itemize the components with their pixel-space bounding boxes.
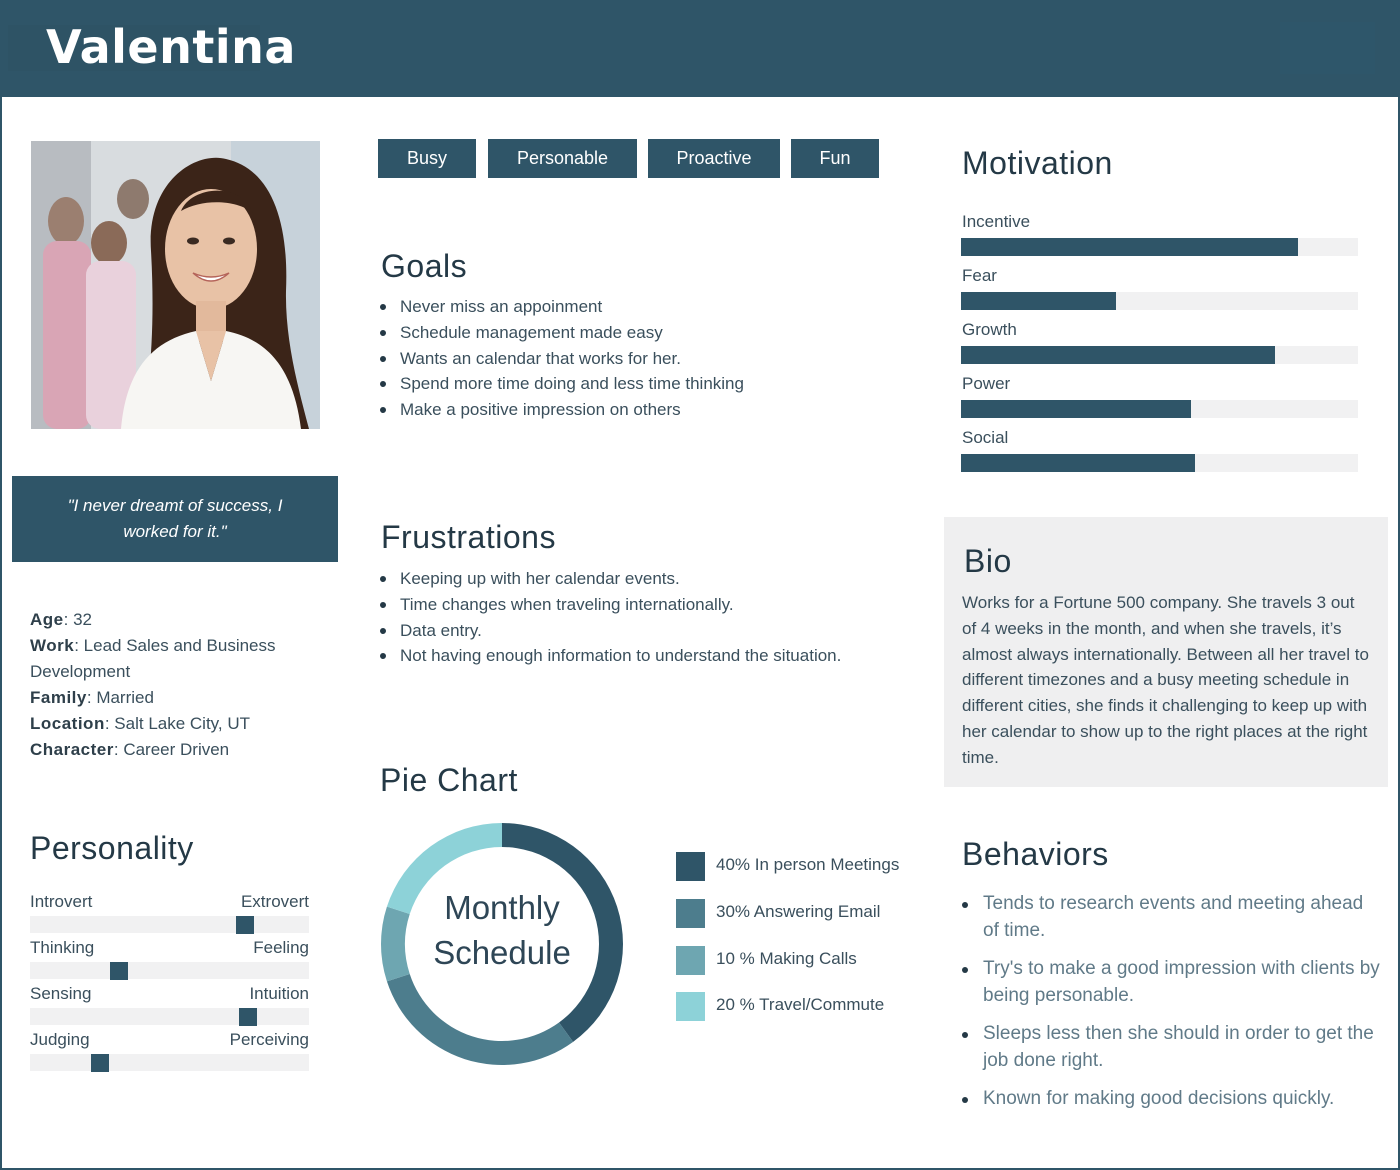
motivation-title: Motivation xyxy=(962,145,1113,181)
list-item: Time changes when traveling internationally. xyxy=(380,592,841,618)
list-item: Sleeps less then she should in order to get the job done right. xyxy=(962,1020,1382,1074)
persona-name: Valentina xyxy=(46,20,296,74)
motivation-label: Growth xyxy=(962,320,1017,339)
list-item: Data entry. xyxy=(380,618,841,644)
motivation-bar-growth xyxy=(961,320,1358,374)
fact-key: Location xyxy=(30,714,105,733)
fact-value: Married xyxy=(96,688,154,707)
legend-swatch xyxy=(676,852,705,881)
persona-facts xyxy=(30,607,320,763)
behaviors-title: Behaviors xyxy=(962,836,1109,872)
fact-age: Age: 32 xyxy=(30,610,92,629)
legend-label: 10 % Making Calls xyxy=(716,949,857,968)
motivation-bar-incentive xyxy=(961,212,1358,266)
trait-right-label: Feeling xyxy=(253,938,309,957)
trait-right-label: Extrovert xyxy=(240,892,309,911)
tag-proactive: Proactive xyxy=(648,139,780,178)
trait-left-label: Introvert xyxy=(30,892,93,911)
personality-slider-judging-perceiving xyxy=(30,1030,309,1076)
fact-value: Career Driven xyxy=(123,740,230,759)
goals-title: Goals xyxy=(381,248,468,284)
pie-center-label xyxy=(380,885,624,975)
list-item: Never miss an appoinment xyxy=(380,294,744,320)
persona-quote: "I never dreamt of success, I worked for it." xyxy=(12,476,338,562)
motivation-bar-social xyxy=(961,428,1358,482)
goals-list xyxy=(380,294,744,423)
list-item: Keeping up with her calendar events. xyxy=(380,566,841,592)
motivation-bar-power xyxy=(961,374,1358,428)
personality-slider-thinking-feeling xyxy=(30,938,309,984)
trait-knob[interactable] xyxy=(110,962,128,980)
fact-value: Lead Sales and Business Development xyxy=(30,636,276,681)
trait-knob[interactable] xyxy=(91,1054,109,1072)
header-action-button[interactable] xyxy=(1280,22,1375,74)
fact-character: Character: Career Driven xyxy=(30,740,230,759)
pie-center-line-2: Schedule xyxy=(433,934,571,971)
fact-key: Age xyxy=(30,610,64,629)
fact-value: Salt Lake City, UT xyxy=(114,714,251,733)
motivation-fill xyxy=(961,292,1116,310)
trait-left-label: Judging xyxy=(30,1030,90,1049)
trait-left-label: Sensing xyxy=(30,984,92,1003)
motivation-label: Power xyxy=(962,374,1011,393)
legend-label: 40% In person Meetings xyxy=(716,855,900,874)
pie-center-line-1: Monthly xyxy=(444,889,560,926)
pie-chart-title: Pie Chart xyxy=(380,762,518,798)
legend-swatch xyxy=(676,899,705,928)
personality-title: Personality xyxy=(30,830,194,866)
fact-key: Family xyxy=(30,688,87,707)
behaviors-list xyxy=(962,890,1382,1123)
personality-slider-sensing-intuition xyxy=(30,984,309,1030)
fact-key: Character xyxy=(30,740,114,759)
trait-track xyxy=(30,1054,309,1071)
legend-swatch xyxy=(676,946,705,975)
legend-label: 20 % Travel/Commute xyxy=(716,995,885,1014)
list-item: Schedule management made easy xyxy=(380,320,744,346)
fact-key: Work xyxy=(30,636,75,655)
persona-photo xyxy=(31,141,320,429)
legend-swatch xyxy=(676,992,705,1021)
motivation-label: Incentive xyxy=(962,212,1031,231)
tag-busy: Busy xyxy=(378,139,476,178)
frustrations-title: Frustrations xyxy=(381,519,556,555)
trait-knob[interactable] xyxy=(236,916,254,934)
trait-right-label: Intuition xyxy=(249,984,309,1003)
list-item: Tends to research events and meeting ahead of time. xyxy=(962,890,1382,944)
list-item: Known for making good decisions quickly. xyxy=(962,1085,1382,1112)
fact-location: Location: Salt Lake City, UT xyxy=(30,714,251,733)
tag-fun: Fun xyxy=(791,139,879,178)
frustrations-list xyxy=(380,566,841,669)
motivation-label: Fear xyxy=(962,266,997,285)
trait-left-label: Thinking xyxy=(30,938,95,957)
list-item: Wants an calendar that works for her. xyxy=(380,346,744,372)
bio-title: Bio xyxy=(964,543,1012,579)
motivation-label: Social xyxy=(962,428,1009,447)
bio-text: Works for a Fortune 500 company. She travels 3 out of 4 weeks in the month, and when she travels, it’s almost always internationally. Between all her travel to different timezones and a busy meeting schedule in different cities, she finds it challenging to keep up with her calendar to show up to the right places at the right time. xyxy=(962,593,1369,767)
trait-knob[interactable] xyxy=(239,1008,257,1026)
header-bar xyxy=(0,0,1400,97)
legend-label: 30% Answering Email xyxy=(716,902,881,921)
tag-personable: Personable xyxy=(488,139,637,178)
list-item: Not having enough information to understand the situation. xyxy=(380,643,841,669)
motivation-bar-fear xyxy=(961,266,1358,320)
list-item: Make a positive impression on others xyxy=(380,397,744,423)
motivation-fill xyxy=(961,238,1298,256)
motivation-fill xyxy=(961,400,1191,418)
trait-right-label: Perceiving xyxy=(229,1030,309,1049)
fact-work: Work: Lead Sales and Business Development xyxy=(30,636,276,681)
trait-track xyxy=(30,962,309,979)
list-item: Try's to make a good impression with clients by being personable. xyxy=(962,955,1382,1009)
list-item: Spend more time doing and less time thinking xyxy=(380,371,744,397)
trait-track xyxy=(30,1008,309,1025)
motivation-fill xyxy=(961,454,1195,472)
fact-value: 32 xyxy=(73,610,92,629)
pie-slice-email xyxy=(387,974,573,1065)
personality-slider-introvert-extrovert xyxy=(30,892,309,938)
trait-track xyxy=(30,916,309,933)
fact-family: Family: Married xyxy=(30,688,154,707)
motivation-fill xyxy=(961,346,1275,364)
